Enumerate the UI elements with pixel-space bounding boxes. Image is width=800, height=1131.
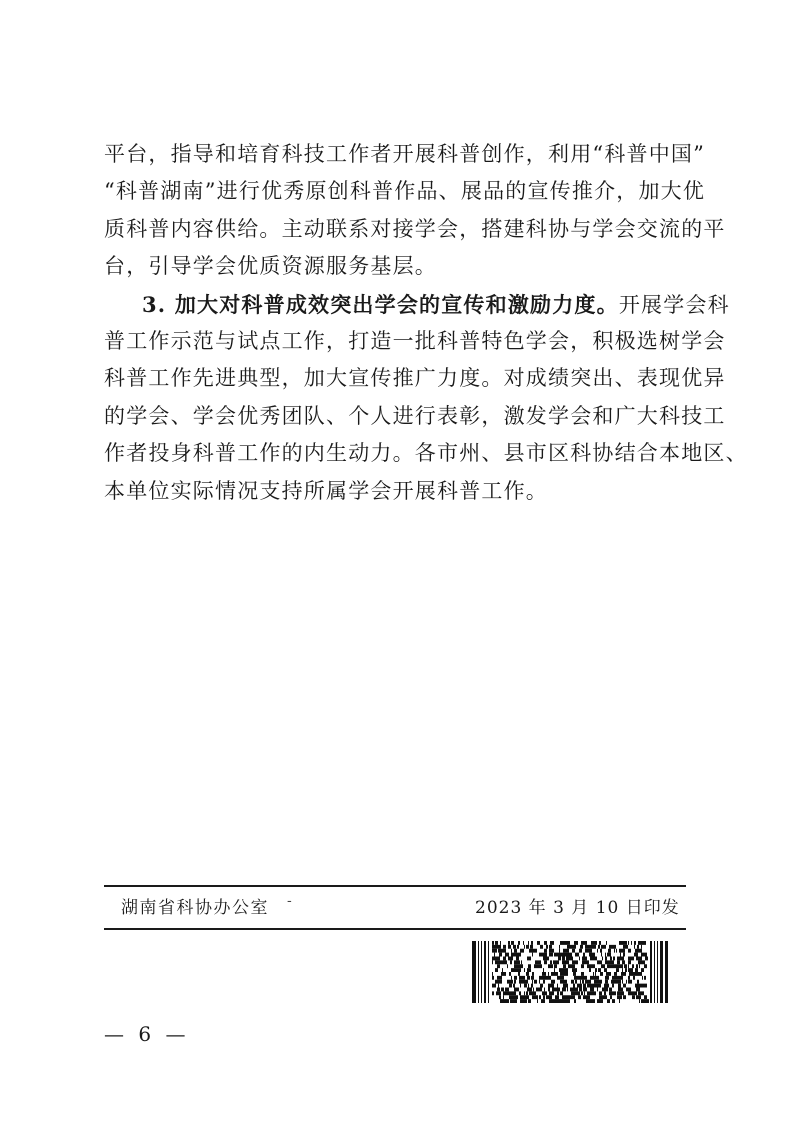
paragraph-line: 平台，指导和培育科技工作者开展科普创作，利用“科普中国” [104,142,706,166]
footer-bottom-rule [104,928,686,930]
section-3-heading: 3. 加大对科普成效突出学会的宣传和激励力度。 [142,291,619,317]
section-3-first-line-rest: 开展学会科 [618,292,730,317]
issue-date: 2023 年 3 月 10 日印发 [475,898,680,918]
barcode-image [472,941,668,1003]
paragraph-line: 作者投身科普工作的内生动力。各市州、县市区科协结合本地区、 [104,441,748,466]
paragraph-line: 本单位实际情况支持所属学会开展科普工作。 [104,478,548,503]
body-text [104,136,748,510]
section-3-first-line [104,286,730,323]
page-number: — 6 — [104,1022,190,1046]
issuer-mark: - [287,893,292,909]
paragraph-line: 台，引导学会优质资源服务基层。 [104,254,437,279]
paragraph-line: 的学会、学会优秀团队、个人进行表彰，激发学会和广大科技工 [104,403,726,428]
issuer-name: 湖南省科协办公室 [121,898,269,918]
paragraph-line: “科普湖南”进行优秀原创科普作品、展品的宣传推介，加大优 [104,179,706,204]
paragraph-line: 质科普内容供给。主动联系对接学会，搭建科协与学会交流的平 [104,216,726,241]
paragraph-line: 普工作示范与试点工作，打造一批科普特色学会，积极选树学会 [104,328,726,353]
footer-top-rule [104,885,686,887]
paragraph-line: 科普工作先进典型，加大宣传推广力度。对成绩突出、表现优异 [104,366,726,391]
